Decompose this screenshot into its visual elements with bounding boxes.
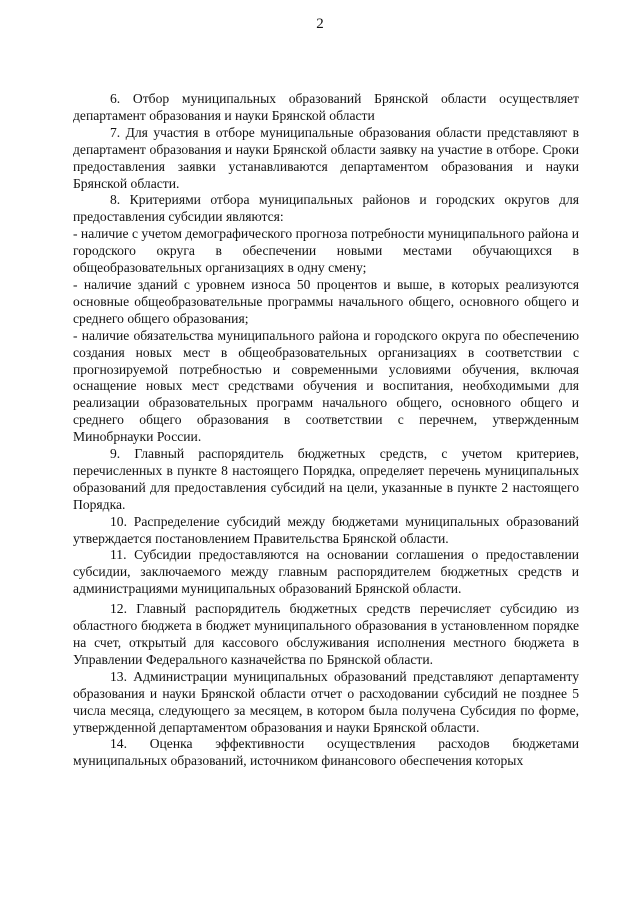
criterion-item-2: - наличие зданий с уровнем износа 50 процентов и выше, в которых реализуются основные общеобразовательные программы начального общего, основного общего и среднего общего образования; (73, 276, 579, 326)
criterion-item-1: - наличие с учетом демографического прогноза потребности муниципального района и городского округа в обеспечении новыми местами обучающихся в общеобразовательных организациях в одну смену; (73, 226, 579, 276)
paragraph-13: 13. Администрации муниципальных образований представляют департаменту образования и науки Брянской области отчет о расходовании субсидий не позднее 5 числа месяца, следующего за месяцем, в котором была получена Субсидия по форме, утвержденной департаментом образования и науки Брянской области. (73, 668, 579, 735)
paragraph-9: 9. Главный распорядитель бюджетных средств, с учетом критериев, перечисленных в пункте 8 настоящего Порядка, определяет перечень муниципальных образований для предоставления субсидий на цели, указанные в пункте 2 настоящего Порядка. (73, 446, 579, 512)
paragraph-6: 6. Отбор муниципальных образований Брянской области осуществляет департамент образования и науки Брянской области (73, 91, 579, 123)
document-body (73, 91, 579, 770)
paragraph-12: 12. Главный распорядитель бюджетных средств перечисляет субсидию из областного бюджета в бюджет муниципального образования в установленном порядке на счет, открытый для кассового обслуживания исполнения местного бюджета в Управлении Федерального казначейства по Брянской области. (73, 601, 579, 667)
paragraph-11: 11. Субсидии предоставляются на основании соглашения о предоставлении субсидии, заключаемого между главным распорядителем бюджетных средств и администрациями муниципальных образований Брянской области. (73, 547, 579, 597)
paragraph-7: 7. Для участия в отборе муниципальные образования области представляют в департамент образования и науки Брянской области заявку на участие в отборе. Сроки предоставления заявки устанавливаются департаментом образования и науки Брянской области. (73, 124, 579, 191)
page-number: 2 (316, 16, 324, 32)
paragraph-10: 10. Распределение субсидий между бюджетами муниципальных образований утверждается постановлением Правительства Брянской области. (73, 513, 579, 546)
paragraph-14: 14. Оценка эффективности осуществления расходов бюджетами муниципальных образований, источником финансового обеспечения которых (73, 736, 579, 769)
criterion-item-3: - наличие обязательства муниципального района и городского округа по обеспечению создания новых мест в общеобразовательных организациях в соответствии с прогнозируемой потребностью и современными условиями обучения, включая оснащение новых мест средствами обучения и воспитания, необходимыми для реализации образовательных программ начального общего, основного общего и среднего общего образования в соответствии с перечнем, утвержденным Минобрнауки России. (73, 327, 579, 445)
paragraph-8: 8. Критериями отбора муниципальных районов и городских округов для предоставления субсидии являются: (73, 192, 579, 225)
